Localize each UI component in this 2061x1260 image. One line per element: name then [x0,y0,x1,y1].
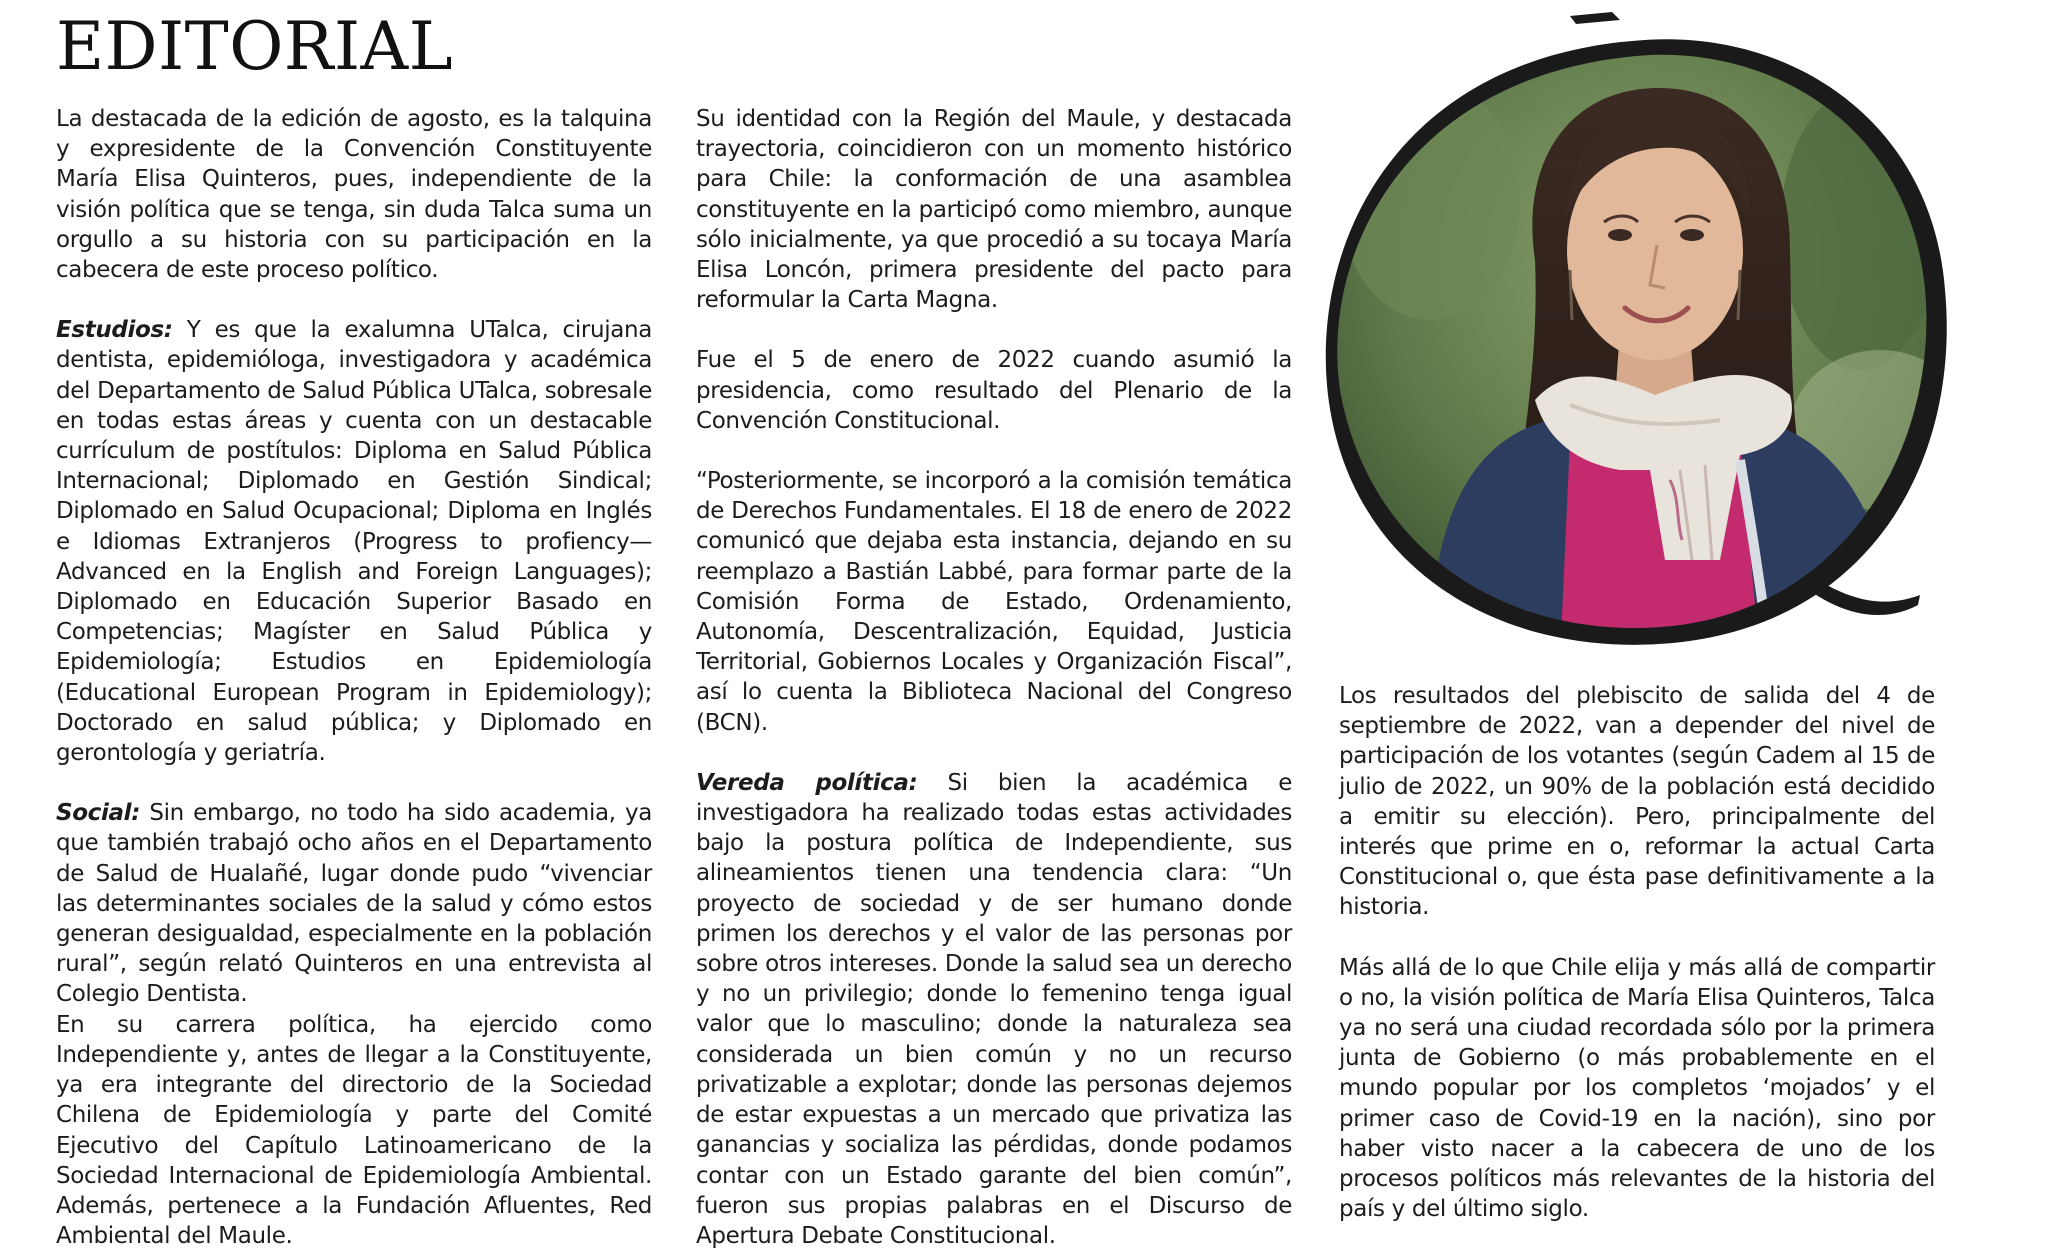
section-lead-estudios: Estudios: [56,317,173,344]
paragraph-estudios-text: Y es que la exalumna UTalca, cirujana dentista, epidemióloga, investigadora y académica del Departamento de Salud Pública UTalca, sobresale en todas estas áreas y cuenta con un destacable currículum de postítulos: Diploma en Salud Pública Internacional; Diplomado en Gestión Sindical; Diplomado en Salud Ocupacional; Diploma en Inglés e Idiomas Extranjeros (Progress to profiency—Advanced en la English and Foreign Languages); Diplomado en Educación Superior Basado en Competencias; Magíster en Salud Pública y Epidemiología; Estudios en Epidemiología (Educational European Program in Epidemiology); Doctorado en salud pública; y Diplomado en gerontología y geriatría. [56,317,652,767]
paragraph-plebiscito: Los resultados del plebiscito de salida del 4 de septiembre de 2022, van a depender del nivel de participación de los votantes (según Cadem al 15 de julio de 2022, un 90% de la población está decidido a emitir su elección). Pero, principalmente del interés que prime en o, reformar la actual Carta Constitucional o, que ésta pase definitivamente a la historia. [1339,683,1935,921]
article-column-3 [1339,681,1935,1224]
portrait-illustration [1320,0,1960,660]
paragraph-vereda [696,768,1292,1251]
paragraph-comision: “Posteriormente, se incorporó a la comisión temática de Derechos Fundamentales. El 18 de enero de 2022 comunicó que dejaba esta instancia, dejando en su reemplazo a Bastián Labbé, para formar parte de la Comisión Forma de Estado, Ordenamiento, Autonomía, Descentralización, Equidad, Justicia Territorial, Gobiernos Locales y Organización Fiscal”, así lo cuenta la Biblioteca Nacional del Congreso (BCN). [696,468,1292,736]
page-title: EDITORIAL [56,8,454,85]
paragraph-identidad: Su identidad con la Región del Maule, y destacada trayectoria, coincidieron con un momento histórico para Chile: la conformación de una asamblea constituyente en la participó como miembro, aunque sólo inicialmente, ya que procedió a su tocaya María Elisa Loncón, primera presidente del pacto para reformular la Carta Magna. [696,106,1292,314]
paragraph-vereda-text: Si bien la académica e investigadora ha realizado todas estas actividades bajo la postura política de Independiente, sus alineamientos tienen una tendencia clara: “Un proyecto de sociedad y de ser humano donde primen los derechos y el valor de las personas por sobre otros intereses. Donde la salud sea un derecho y no un privilegio; donde lo femenino tenga igual valor que lo masculino; donde la naturaleza sea considerada un bien común y no un recurso privatizable a explotar; donde las personas dejemos de estar expuestas a un mercado que privatiza las ganancias y socializa las pérdidas, donde podamos contar con un Estado garante del bien común”, fueron sus propias palabras en el Discurso de Apertura Debate Constitucional. [696,769,1293,1249]
paragraph-conclusion: Más allá de lo que Chile elija y más allá de compartir o no, la visión política de María Elisa Quinteros, Talca ya no será una ciudad recordada sólo por la primera junta de Gobierno (o más probablemente en el mundo popular por los completos ‘mojados’ y el primer caso de Covid-19 en la nación), sino por haber visto nacer a la cabecera de uno de los procesos políticos más relevantes de la historia del país y del último siglo. [1339,954,1935,1223]
paragraph-social [56,798,652,1009]
section-lead-vereda: Vereda política: [696,769,918,796]
portrait-photo [1320,0,1960,660]
paragraph-estudios [56,315,652,768]
section-lead-social: Social: [56,800,141,827]
paragraph-intro: La destacada de la edición de agosto, es la talquina y expresidente de la Convención Constituyente María Elisa Quinteros, pues, independiente de la visión política que se tenga, sin duda Talca suma un orgullo a su historia con su participación en la cabecera de este proceso político. [56,106,652,284]
paragraph-presidencia: Fue el 5 de enero de 2022 cuando asumió la presidencia, como resultado del Plenario de la Convención Constitucional. [696,347,1292,434]
article-column-1 [56,104,652,1251]
article-column-2 [696,104,1292,1251]
paragraph-social-text: Sin embargo, no todo ha sido academia, ya que también trabajó ocho años en el Departamento de Salud de Hualañé, lugar donde pudo “vivenciar las determinantes sociales de la salud y cómo estos generan desigualdad, especialmente en la población rural”, según relató Quinteros en una entrevista al Colegio Dentista. [56,800,652,1008]
paragraph-carrera: En su carrera política, ha ejercido como Independiente y, antes de llegar a la Constituyente, ya era integrante del directorio de la Sociedad Chilena de Epidemiología y parte del Comité Ejecutivo del Capítulo Latinoamericano de la Sociedad Internacional de Epidemiología Ambiental. Además, pertenece a la Fundación Afluentes, Red Ambiental del Maule. [56,1011,652,1250]
